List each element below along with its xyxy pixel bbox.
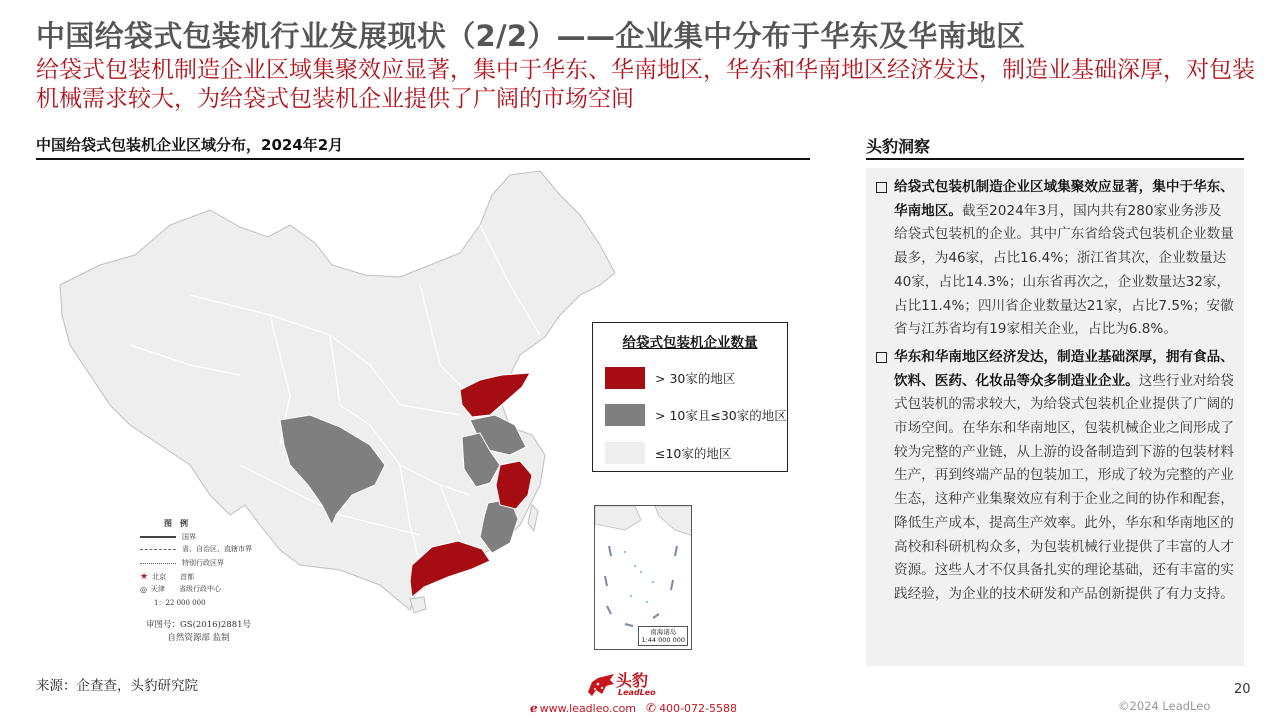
map-key-row (140, 544, 252, 554)
inset-label-scale: 1:44 000 000 (641, 636, 685, 644)
map-legend (592, 322, 788, 472)
map-key-title: 图 例 (164, 518, 188, 528)
legend-item-low (605, 442, 731, 464)
map-heading-rule (36, 158, 810, 160)
legend-title: 给袋式包装机企业数量 (622, 335, 758, 351)
footer-phone[interactable] (646, 701, 737, 715)
map-key-row (140, 532, 196, 542)
page-subtitle: 给袋式包装机制造企业区域集聚效应显著，集中于华东、华南地区，华东和华南地区经济发达，制造业基础深厚，对包装机械需求较大，为给袋式包装机企业提供了广阔的市场空间 (36, 57, 1255, 112)
insights-panel (866, 168, 1244, 666)
map-key-row (140, 584, 221, 594)
leopard-logo-icon (586, 672, 616, 698)
map-approval (146, 619, 251, 645)
map-key-label: 国界 (182, 533, 196, 541)
copyright: ©2024 LeadLeo (1118, 699, 1211, 713)
insight-bold: 给袋式包装机制造企业区域集聚效应显著，集中于华东、华南地区。 (894, 179, 1234, 219)
page-title: 中国给袋式包装机行业发展现状（2/2）——企业集中分布于华东及华南地区 (36, 19, 1026, 53)
insight-text: 这些行业对给袋式包装机的需求较大，为给袋式包装机企业提供了广阔的市场空间。在华东和华南地区，包装机械企业之间形成了较为完整的产业链，从上游的设备制造到下游的包装材料生产，再到终端产品的包装加工，形成了较为完整的产业生态，这种产业集聚效应有利于企业之间的协作和配套，降低生产成本，提高生产效率。此外，华东和华南地区的高校和科研机构众多，为包装机械行业提供了丰富的人才资源。这些人才不仅具备扎实的理论基础，还有丰富的实践经验，为企业的技术研发和产品创新提供了有力支持。 (894, 372, 1234, 602)
insights-heading-rule (866, 158, 1244, 160)
legend-label-mid: > 10家且≤30家的地区 (655, 408, 787, 423)
map-heading: 中国给袋式包装机企业区域分布，2024年2月 (36, 136, 344, 154)
footer-website[interactable] (530, 701, 636, 715)
approval-authority: 自然资源部 监制 (167, 633, 230, 643)
map-key-label: 特别行政区界 (182, 559, 224, 567)
map-key-label: 省、自治区、直辖市界 (182, 545, 252, 553)
border-line-icon (140, 536, 176, 538)
province-line-icon (140, 549, 176, 550)
legend-swatch-low (605, 442, 645, 464)
globe-icon: ℯ (530, 701, 538, 715)
inset-label (638, 626, 688, 646)
map-key-row (140, 558, 224, 568)
brand-name: 头豹 (616, 671, 649, 690)
map-key-label: 首都 (180, 573, 195, 581)
insights-heading: 头豹洞察 (866, 137, 931, 156)
map-key-label: 省级行政中心 (178, 585, 221, 593)
checkbox-bullet-icon (876, 182, 887, 193)
map-key-capital: 北京 (152, 573, 167, 581)
legend-swatch-high (605, 367, 645, 389)
map-region-hainan (410, 597, 426, 613)
insight-text: 截至2024年3月，国内共有280家业务涉及给袋式包装机的企业。其中广东省给袋式包装机企业数量最多，为46家，占比16.4%；浙江省其次，企业数量达40家，占比14.3%；山东省再次之，企业数量达32家，占比11.4%；四川省企业数量达21家，占比7.5%；安徽省与江苏省均有19家相关企业，占比为6.8%。 (894, 202, 1234, 338)
legend-label-high: > 30家的地区 (655, 371, 736, 386)
map-region-taiwan (528, 505, 538, 531)
insight-bold: 华东和华南地区经济发达，制造业基础深厚，拥有食品、饮料、医药、化妆品等众多制造业企业。 (894, 348, 1234, 389)
legend-swatch-mid (605, 404, 645, 426)
insight-bullet (876, 346, 1234, 607)
south-china-sea-inset (594, 505, 692, 650)
capital-star-icon: ★ (140, 572, 149, 582)
brand-name-en: LeadLeo (618, 688, 656, 697)
phone-icon: ✆ (646, 701, 657, 715)
source-note: 来源：企查查，头豹研究院 (36, 678, 198, 694)
sar-line-icon (140, 563, 176, 564)
approval-number: 审图号：GS(2016)2881号 (146, 620, 252, 630)
inset-label-title: 南海诸岛 (650, 628, 677, 636)
phone-number[interactable]: 400-072-5588 (659, 701, 737, 715)
brand-logo (586, 668, 666, 702)
website-link[interactable]: www.leadleo.com (539, 701, 637, 715)
legend-item-mid (605, 404, 787, 426)
page-number: 20 (1234, 682, 1251, 697)
map-scale: 1：22 000 000 (154, 599, 206, 607)
insight-bullet (876, 176, 1234, 342)
center-dot-icon: ◎ (140, 584, 147, 594)
legend-item-high (605, 367, 735, 389)
legend-label-low: ≤10家的地区 (655, 446, 732, 461)
map-key-row (140, 572, 194, 582)
map-key-center: 天津 (150, 585, 165, 593)
checkbox-bullet-icon (876, 352, 887, 363)
